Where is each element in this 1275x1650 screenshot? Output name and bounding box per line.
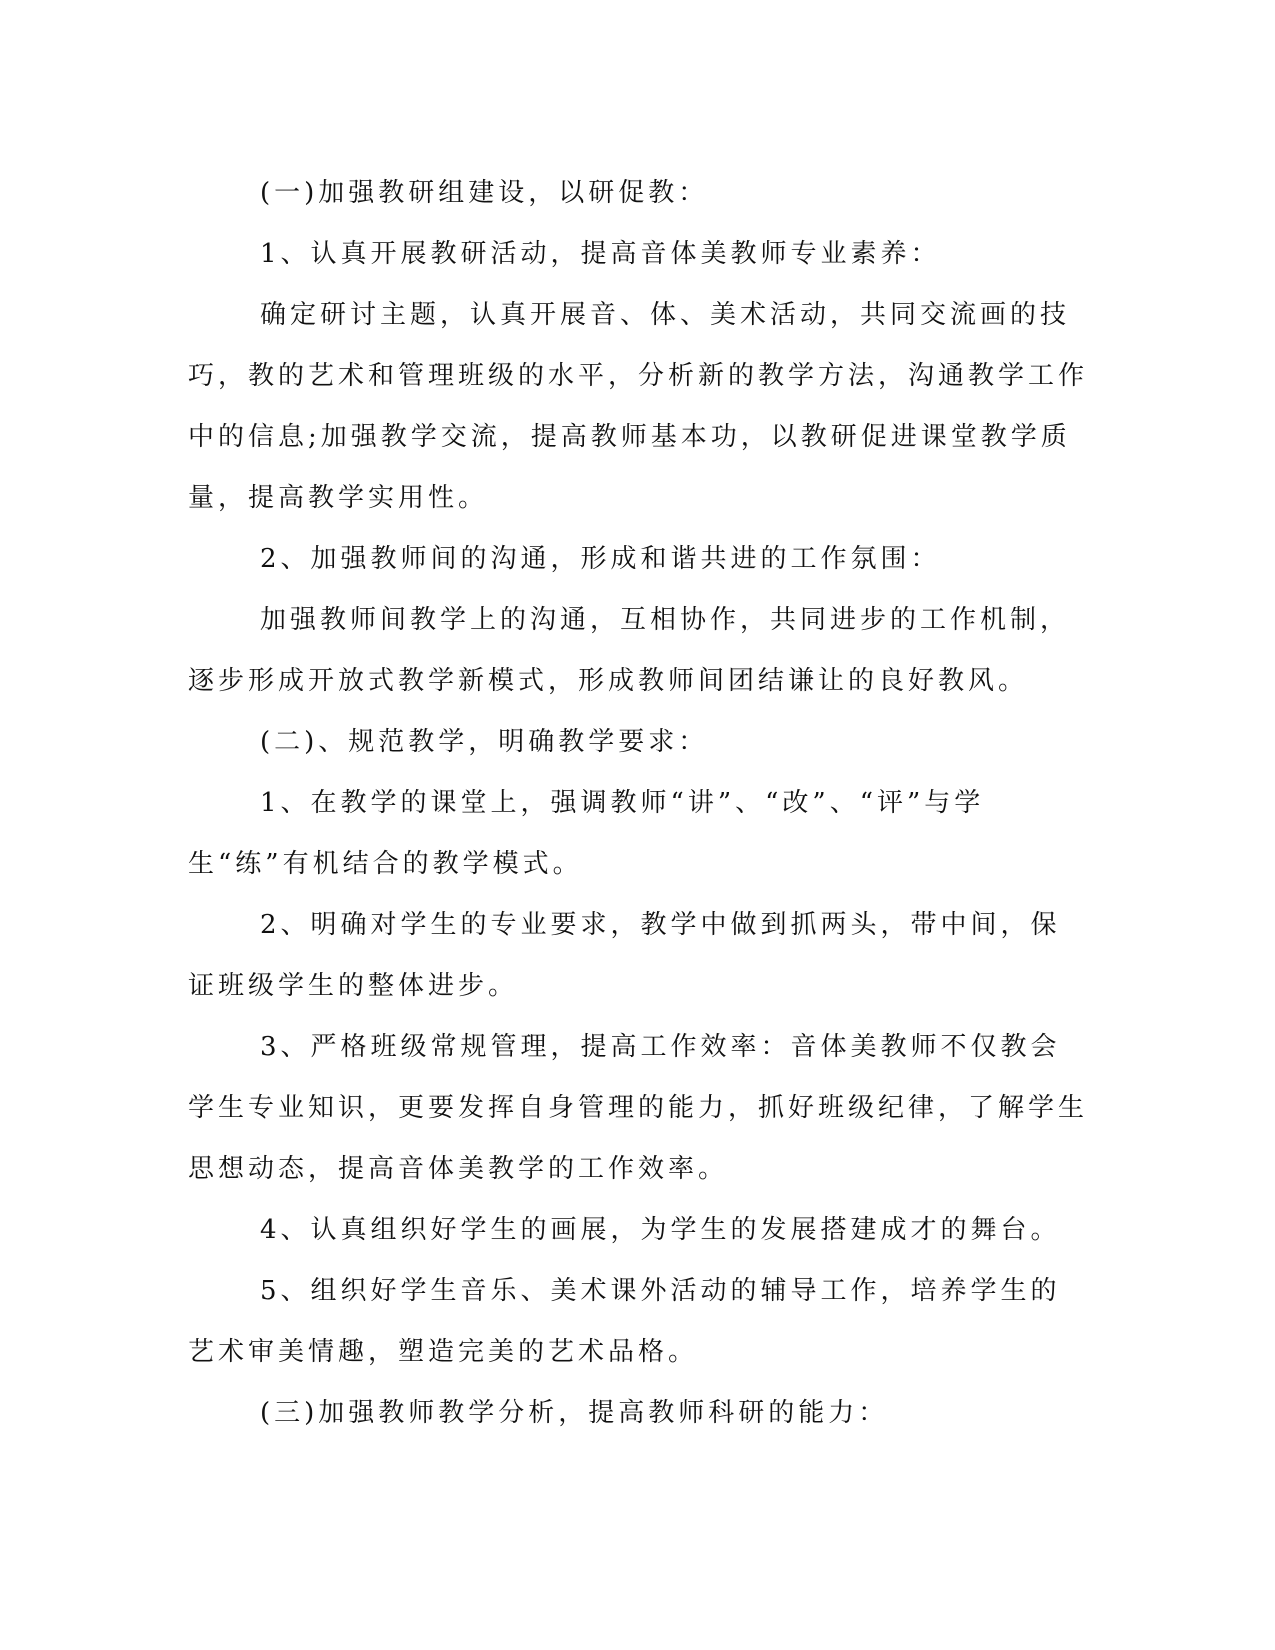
body-paragraph: 加强教师间教学上的沟通，互相协作，共同进步的工作机制，逐步形成开放式教学新模式，形成教师间团结谦让的良好教风。 [188, 605, 1071, 696]
body-paragraph: 确定研讨主题，认真开展音、体、美术活动，共同交流画的技巧，教的艺术和管理班级的水平，分析新的教学方法，沟通教学工作中的信息;加强教学交流，提高教师基本功，以教研促进课堂教学质量，提高教学实用性。 [188, 300, 1089, 513]
list-item: 4、认真组织好学生的画展，为学生的发展搭建成才的舞台。 [260, 1215, 1061, 1245]
document-body [188, 163, 1088, 1444]
list-item: 5、组织好学生音乐、美术课外活动的辅导工作，培养学生的艺术审美情趣，塑造完美的艺术品格。 [188, 1276, 1061, 1367]
section-heading-2: (二)、规范教学，明确教学要求： [260, 727, 709, 757]
list-item: 1、在教学的课堂上，强调教师“讲”、“改”、“评”与学生“练”有机结合的教学模式。 [188, 788, 985, 879]
list-item: 3、严格班级常规管理，提高工作效率：音体美教师不仅教会学生专业知识，更要发挥自身管理的能力，抓好班级纪律，了解学生思想动态，提高音体美教学的工作效率。 [188, 1032, 1089, 1184]
item-heading-1-2: 2、加强教师间的沟通，形成和谐共进的工作氛围： [260, 544, 941, 574]
item-heading-1-1: 1、认真开展教研活动，提高音体美教师专业素养： [260, 239, 941, 269]
section-heading-1: (一)加强教研组建设，以研促教： [260, 178, 709, 208]
list-item: 2、明确对学生的专业要求，教学中做到抓两头，带中间，保证班级学生的整体进步。 [188, 910, 1061, 1001]
section-heading-3: (三)加强教师教学分析，提高教师科研的能力： [260, 1398, 889, 1428]
